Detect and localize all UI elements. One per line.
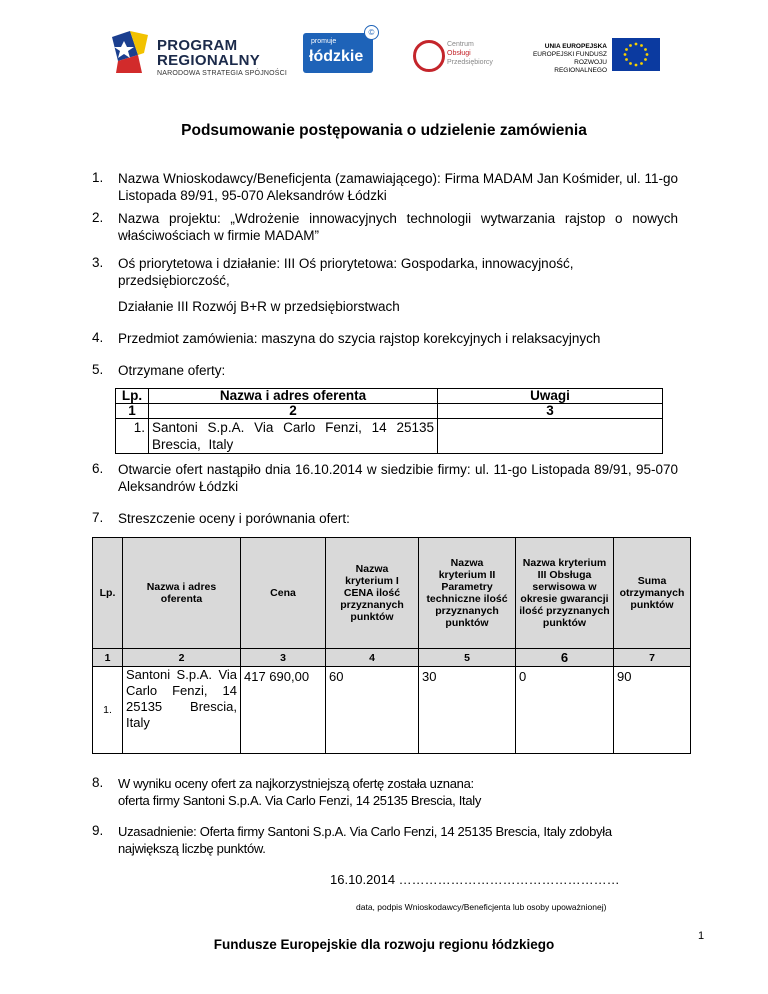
copyright-icon: © <box>364 25 379 40</box>
eval-col-k3: Nazwa kryterium III Obsługa serwisowa w okresie gwarancji ilość przyznanych punktów <box>516 538 614 649</box>
promuje-small-text: promuje <box>311 38 337 45</box>
promuje-lodzkie-logo <box>303 28 375 73</box>
offers-num-1: 1 <box>116 404 149 419</box>
date-signature-line: 16.10.2014 …………………………………………… <box>330 872 620 887</box>
item-3-text: Oś priorytetowa i działanie: III Oś priorytetowa: Gospodarka, innowacyjność, przedsiębiorczość, <box>118 256 574 288</box>
evaluation-table <box>92 537 691 754</box>
item-5-text: Otrzymane oferty: <box>118 363 226 378</box>
eval-col-lp: Lp. <box>93 538 123 649</box>
program-subtitle: NARODOWA STRATEGIA SPÓJNOŚCI <box>157 70 288 77</box>
eu-flag-icon <box>612 38 660 71</box>
eval-col-price: Cena <box>241 538 326 649</box>
eval-num-7: 7 <box>614 649 691 667</box>
eval-num-1: 1 <box>93 649 123 667</box>
cop-line-2: Obsługi <box>447 50 471 57</box>
cop-logo-icon <box>413 40 445 72</box>
eval-num-2: 2 <box>123 649 241 667</box>
item-8-number: 8. <box>92 775 104 790</box>
eval-row-k2: 30 <box>419 667 516 754</box>
evaluation-header-row <box>93 538 691 649</box>
eval-num-6: 6 <box>516 649 614 667</box>
eval-num-5: 5 <box>419 649 516 667</box>
eval-row-price: 417 690,00 <box>241 667 326 754</box>
page-number: 1 <box>698 930 705 942</box>
table-row <box>116 419 663 454</box>
program-regionalny-title <box>157 38 260 68</box>
program-line-1: PROGRAM <box>157 37 238 54</box>
offers-header-row <box>116 389 663 404</box>
item-5-number: 5. <box>92 362 104 377</box>
item-7-number: 7. <box>92 510 104 525</box>
offers-num-2: 2 <box>149 404 438 419</box>
evaluation-number-row <box>93 649 691 667</box>
offers-row-lp: 1. <box>116 419 149 454</box>
eu-line-1: UNIA EUROPEJSKA <box>544 43 607 50</box>
item-3-number: 3. <box>92 255 104 270</box>
item-3-text-2: Działanie III Rozwój B+R w przedsiębiorstwach <box>118 299 400 314</box>
eval-row-sum: 90 <box>614 667 691 754</box>
eval-col-k1: Nazwa kryterium I CENA ilość przyznanych punktów <box>326 538 419 649</box>
eval-num-4: 4 <box>326 649 419 667</box>
eval-row-name: Santoni S.p.A. Via Carlo Fenzi, 14 25135 Brescia, Italy <box>123 667 241 754</box>
offers-col-lp: Lp. <box>116 389 149 404</box>
eval-row-k1: 60 <box>326 667 419 754</box>
cop-logo-text <box>447 40 493 67</box>
program-regionalny-emblem <box>108 27 152 77</box>
item-1-number: 1. <box>92 170 104 185</box>
item-6-number: 6. <box>92 461 104 476</box>
offers-row-name: Santoni S.p.A. Via Carlo Fenzi, 14 25135 Brescia, Italy <box>149 419 438 454</box>
footer-text: Fundusze Europejskie dla rozwoju regionu łódzkiego <box>213 937 555 952</box>
item-9-number: 9. <box>92 823 104 838</box>
eu-line-3: ROZWOJU REGIONALNEGO <box>554 59 607 74</box>
cop-line-1: Centrum <box>447 41 474 48</box>
item-6-text: Otwarcie ofert nastąpiło dnia 16.10.2014 w siedzibie firmy: ul. 11-go Listopada 89/91, 95-070 Aleksandrów Łódzki <box>118 462 678 494</box>
offers-col-notes: Uwagi <box>438 389 663 404</box>
item-2-number: 2. <box>92 210 104 225</box>
item-9-text: Uzasadnienie: Oferta firmy Santoni S.p.A. Via Carlo Fenzi, 14 25135 Brescia, Italy zdobyła największą liczbę punktów. <box>118 824 612 856</box>
program-line-2: REGIONALNY <box>157 52 261 69</box>
cop-line-3: Przedsiębiorcy <box>447 59 493 66</box>
offers-num-3: 3 <box>438 404 663 419</box>
eval-row-lp: 1. <box>93 667 123 754</box>
eval-num-3: 3 <box>241 649 326 667</box>
offers-table <box>115 388 663 454</box>
item-8-text-1: W wyniku oceny ofert za najkorzystniejszą ofertę została uznana: <box>118 776 474 791</box>
item-4-text: Przedmiot zamówienia: maszyna do szycia rajstop korekcyjnych i relaksacyjnych <box>118 331 601 346</box>
signature-caption: data, podpis Wnioskodawcy/Beneficjenta lub osoby upoważnionej) <box>356 902 607 912</box>
offers-row-notes <box>438 419 663 454</box>
eu-label <box>521 43 607 75</box>
eu-line-2: EUROPEJSKI FUNDUSZ <box>532 51 607 58</box>
page-title: Podsumowanie postępowania o udzielenie zamówienia <box>181 122 587 139</box>
eval-row-k3: 0 <box>516 667 614 754</box>
eval-col-sum: Suma otrzymanych punktów <box>614 538 691 649</box>
offers-col-name: Nazwa i adres oferenta <box>149 389 438 404</box>
promuje-big-text: łódzkie <box>309 48 364 65</box>
offers-number-row <box>116 404 663 419</box>
eval-col-k2: Nazwa kryterium II Parametry techniczne ilość przyznanych punktów <box>419 538 516 649</box>
table-row <box>93 667 691 754</box>
item-8-text-2: oferta firmy Santoni S.p.A. Via Carlo Fenzi, 14 25135 Brescia, Italy <box>118 793 482 808</box>
eval-col-name: Nazwa i adres oferenta <box>123 538 241 649</box>
item-7-text: Streszczenie oceny i porównania ofert: <box>118 511 350 526</box>
item-1-text: Nazwa Wnioskodawcy/Beneficjenta (zamawiającego): Firma MADAM Jan Kośmider, ul. 11-go Listopada 89/91, 95-070 Aleksandrów Łódzki <box>118 171 678 203</box>
item-4-number: 4. <box>92 330 104 345</box>
item-2-text: Nazwa projektu: „Wdrożenie innowacyjnych technologii wytwarzania rajstop o nowych właściwościach w firmie MADAM” <box>118 211 678 243</box>
